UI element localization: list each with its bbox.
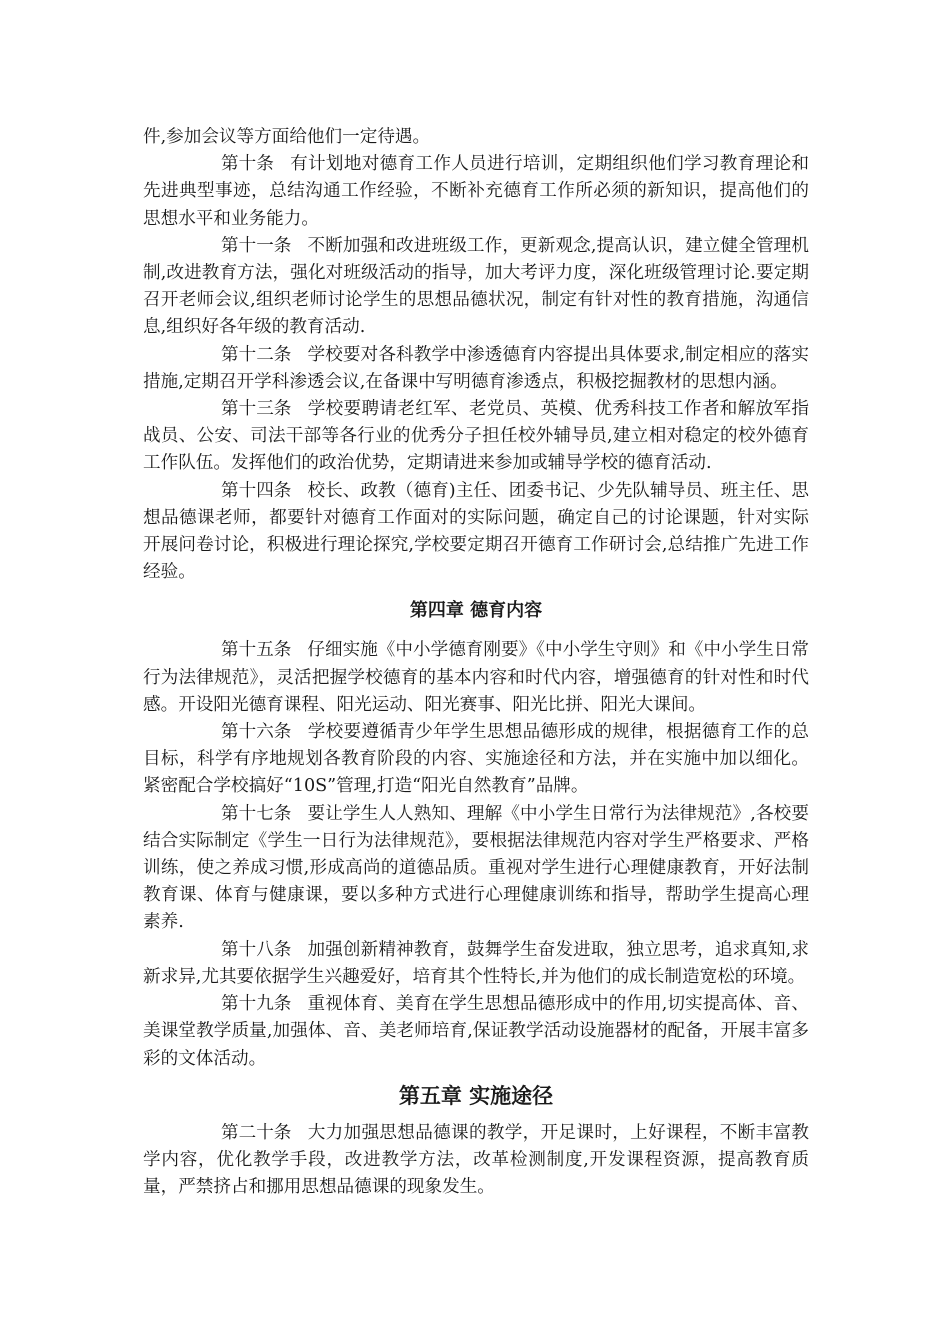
article-14 (143, 478, 809, 587)
article-label: 第十七条 (221, 803, 292, 824)
article-20 (143, 1120, 809, 1202)
chapter-4-heading: 第四章 德育内容 (409, 600, 543, 622)
article-17 (143, 801, 809, 937)
article-label: 第十二条 (221, 344, 292, 365)
article-label: 第十九条 (221, 994, 292, 1015)
article-label: 第十六条 (221, 722, 292, 743)
continuation-paragraph: 件,参加会议等方面给他们一定待遇。 (143, 127, 431, 147)
article-text: 大力加强思想品德课的教学，开足课时，上好课程，不断丰富教学内容，优化教学手段，改进教学方法，改革检测制度,开发课程资源，提高教育质量，严禁挤占和挪用思想品德课的现象发生。 (143, 1122, 809, 1198)
article-10 (143, 151, 809, 233)
article-text: 重视体育、美育在学生思想品德形成中的作用,切实提高体、音、美课堂教学质量,加强体、音、美老师培育,保证教学活动设施器材的配备，开展丰富多彩的文体活动。 (143, 994, 809, 1069)
article-19 (143, 991, 809, 1073)
article-text: 仔细实施《中小学德育刚要》《中小学生守则》和《中小学生日常行为法律规范》，灵活把握学校德育的基本内容和时代内容，增强德育的针对性和时代感。开设阳光德育课程、阳光运动、阳光赛事、阳光比拼、阳光大课间。 (143, 640, 809, 715)
document-body (143, 124, 809, 1201)
article-18 (143, 937, 809, 991)
article-text: 校长、政教（德育)主任、团委书记、少先队辅导员、班主任、思想品德课老师，都要针对德育工作面对的实际问题，确定自己的讨论课题，针对实际开展问卷讨论，积极进行理论探究,学校要定期召开德育工作研讨会,总结推广先进工作经验。 (143, 480, 809, 583)
article-15 (143, 637, 809, 719)
chapter-5-heading: 第五章 实施途径 (398, 1083, 554, 1108)
article-12 (143, 342, 809, 396)
article-text: 要让学生人人熟知、理解《中小学生日常行为法律规范》,各校要结合实际制定《学生一日行为法律规范》，要根据法律规范内容对学生严格要求、严格训练，使之养成习惯,形成高尚的道德品质。重视对学生进行心理健康教育，开好法制教育课、体育与健康课，要以多种方式进行心理健康训练和指导，帮助学生提高心理素养. (143, 803, 809, 933)
article-text: 加强创新精神教育，鼓舞学生奋发进取，独立思考，追求真知,求新求异,尤其要依据学生兴趣爱好，培育其个性特长,并为他们的成长制造宽松的环境。 (143, 939, 809, 987)
article-text: 学校要聘请老红军、老党员、英模、优秀科技工作者和解放军指战员、公安、司法干部等各行业的优秀分子担任校外辅导员,建立相对稳定的校外德育工作队伍。发挥他们的政治优势，定期请进来参加或辅导学校的德育活动. (143, 399, 809, 474)
article-label: 第十四条 (221, 480, 292, 501)
article-label: 第十三条 (221, 399, 292, 420)
article-label: 第十一条 (221, 235, 292, 256)
article-text: 不断加强和改进班级工作，更新观念,提高认识，建立健全管理机制,改进教育方法，强化对班级活动的指导，加大考评力度，深化班级管理讨论.要定期召开老师会议,组织老师讨论学生的思想品德状况，制定有针对性的教育措施，沟通信息,组织好各年级的教育活动. (143, 235, 809, 338)
article-13 (143, 396, 809, 478)
article-label: 第二十条 (221, 1122, 292, 1143)
article-16 (143, 719, 809, 801)
article-label: 第十八条 (221, 939, 292, 960)
article-text: 学校要遵循青少年学生思想品德形成的规律，根据德育工作的总目标，科学有序地规划各教育阶段的内容、实施途径和方法，并在实施中加以细化。紧密配合学校搞好“10S”管理,打造“阳光自然教育”品牌。 (143, 722, 809, 797)
article-text: 学校要对各科教学中渗透德育内容提出具体要求,制定相应的落实措施,定期召开学科渗透会议,在备课中写明德育渗透点，积极挖掘教材的思想内涵。 (143, 344, 809, 392)
article-label: 第十五条 (221, 640, 292, 661)
article-label: 第十条 (221, 154, 274, 175)
article-text: 有计划地对德育工作人员进行培训，定期组织他们学习教育理论和先进典型事迹，总结沟通工作经验，不断补充德育工作所必须的新知识，提高他们的思想水平和业务能力。 (143, 154, 809, 229)
article-11 (143, 233, 809, 342)
